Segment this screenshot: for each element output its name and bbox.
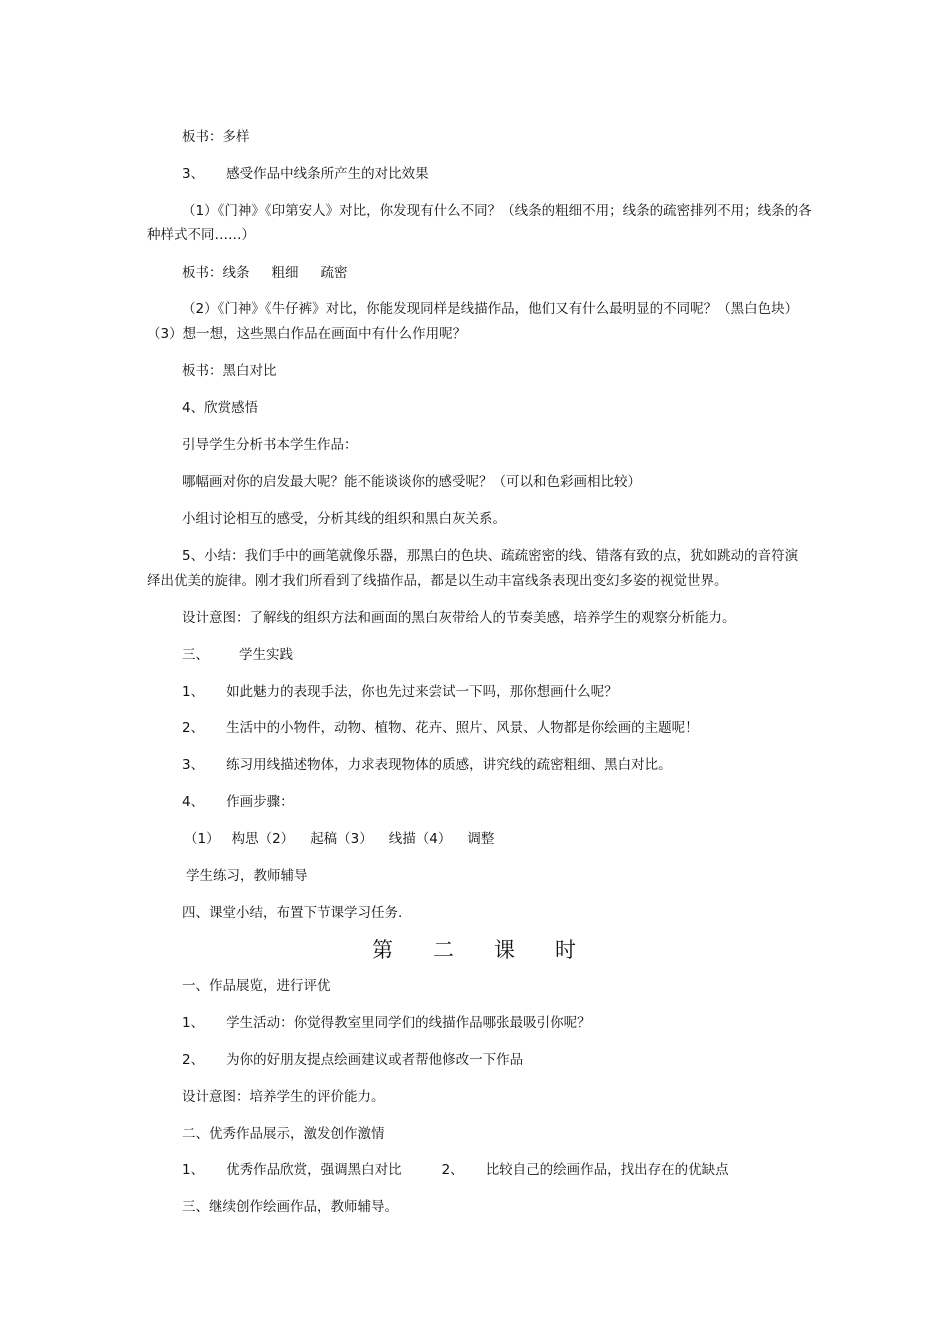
paragraph-line: （1）《门神》《印第安人》对比，你发现有什么不同？（线条的粗细不用；线条的疏密排列不用；线条的各	[182, 203, 812, 219]
board-note-variety: 板书：多样	[182, 129, 250, 145]
list-item	[182, 1014, 591, 1032]
lesson-heading: 第二课时	[372, 938, 616, 962]
list-text: 生活中的小物件，动物、植物、花卉、照片、风景、人物都是你绘画的主题呢！	[226, 720, 699, 736]
list-item	[182, 1051, 523, 1069]
list-text: 练习用线描述物体，力求表现物体的质感，讲究线的疏密粗细、黑白对比。	[226, 757, 672, 773]
step-label: 构思（2）	[231, 831, 295, 847]
list-text: 优秀作品欣赏，强调黑白对比	[226, 1162, 402, 1178]
step-label: 起稿（3）	[310, 831, 373, 847]
paragraph-line: 引导学生分析书本学生作品：	[182, 437, 358, 453]
list-text: 为你的好朋友提点绘画建议或者帮他修改一下作品	[226, 1052, 524, 1068]
list-item	[182, 1161, 729, 1179]
step-label: 调整	[467, 831, 495, 847]
list-number: 1、	[182, 684, 205, 700]
board-note-lines	[182, 264, 348, 282]
list-text: 比较自己的绘画作品，找出存在的优缺点	[485, 1162, 729, 1178]
paragraph-line: （2）《门神》《牛仔裤》对比，你能发现同样是线描作品，他们又有什么最明显的不同呢？（黑白色块）	[182, 301, 799, 317]
list-item	[182, 793, 294, 811]
list-item	[182, 719, 699, 737]
board-note-contrast: 板书：黑白对比	[182, 363, 277, 379]
step-3-heading	[182, 165, 429, 183]
step-label: （1）	[184, 831, 220, 847]
step-label: 线描（4）	[388, 831, 452, 847]
list-number: 1、	[182, 1015, 205, 1031]
list-number: 2、	[441, 1162, 464, 1178]
paragraph-line: 种样式不同……）	[147, 227, 255, 243]
list-number: 1、	[182, 1162, 205, 1178]
section-heading-4: 四、课堂小结，布置下节课学习任务.	[182, 905, 403, 921]
list-number: 4、	[182, 794, 205, 810]
list-text: 学生活动：你觉得教室里同学们的线描作品哪张最吸引你呢？	[226, 1015, 591, 1031]
list-number: 2、	[182, 720, 205, 736]
board-term: 疏密	[320, 265, 348, 281]
section-step-4: 4、欣赏感悟	[182, 400, 259, 416]
paragraph-line: 绎出优美的旋律。刚才我们所看到了线描作品，都是以生动丰富线条表现出变幻多姿的视觉世界。	[147, 573, 728, 589]
board-label: 板书：线条	[182, 265, 250, 281]
paragraph-line: 学生练习，教师辅导	[186, 868, 308, 884]
design-intent: 设计意图：培养学生的评价能力。	[182, 1089, 385, 1105]
section-heading-3b: 三、继续创作绘画作品，教师辅导。	[182, 1199, 398, 1215]
paragraph-line: 哪幅画对你的启发最大呢？能不能谈谈你的感受呢？（可以和色彩画相比较）	[182, 474, 641, 490]
section-heading-3	[182, 646, 293, 664]
list-number: 2、	[182, 1052, 205, 1068]
section-heading-1: 一、作品展览，进行评优	[182, 978, 331, 994]
section-number: 三、	[182, 647, 209, 663]
drawing-steps	[184, 830, 494, 848]
design-intent: 设计意图：了解线的组织方法和画面的黑白灰带给人的节奏美感，培养学生的观察分析能力。	[182, 610, 736, 626]
list-text: 如此魅力的表现手法，你也先过来尝试一下吗，那你想画什么呢？	[226, 684, 618, 700]
list-item	[182, 683, 618, 701]
board-term: 粗细	[271, 265, 299, 281]
section-heading-2: 二、优秀作品展示，激发创作激情	[182, 1126, 385, 1142]
section-title: 学生实践	[239, 647, 293, 663]
paragraph-line: （3）想一想，这些黑白作品在画面中有什么作用呢？	[147, 326, 467, 342]
list-text: 作画步骤：	[226, 794, 294, 810]
paragraph-line: 小组讨论相互的感受，分析其线的组织和黑白灰关系。	[182, 511, 506, 527]
list-item	[182, 756, 672, 774]
list-number: 3、	[182, 757, 205, 773]
step-text: 感受作品中线条所产生的对比效果	[226, 166, 429, 182]
paragraph-line: 5、小结：我们手中的画笔就像乐器，那黑白的色块、疏疏密密的线、错落有致的点，犹如跳动的音符演	[182, 548, 799, 564]
step-number: 3、	[182, 166, 205, 182]
